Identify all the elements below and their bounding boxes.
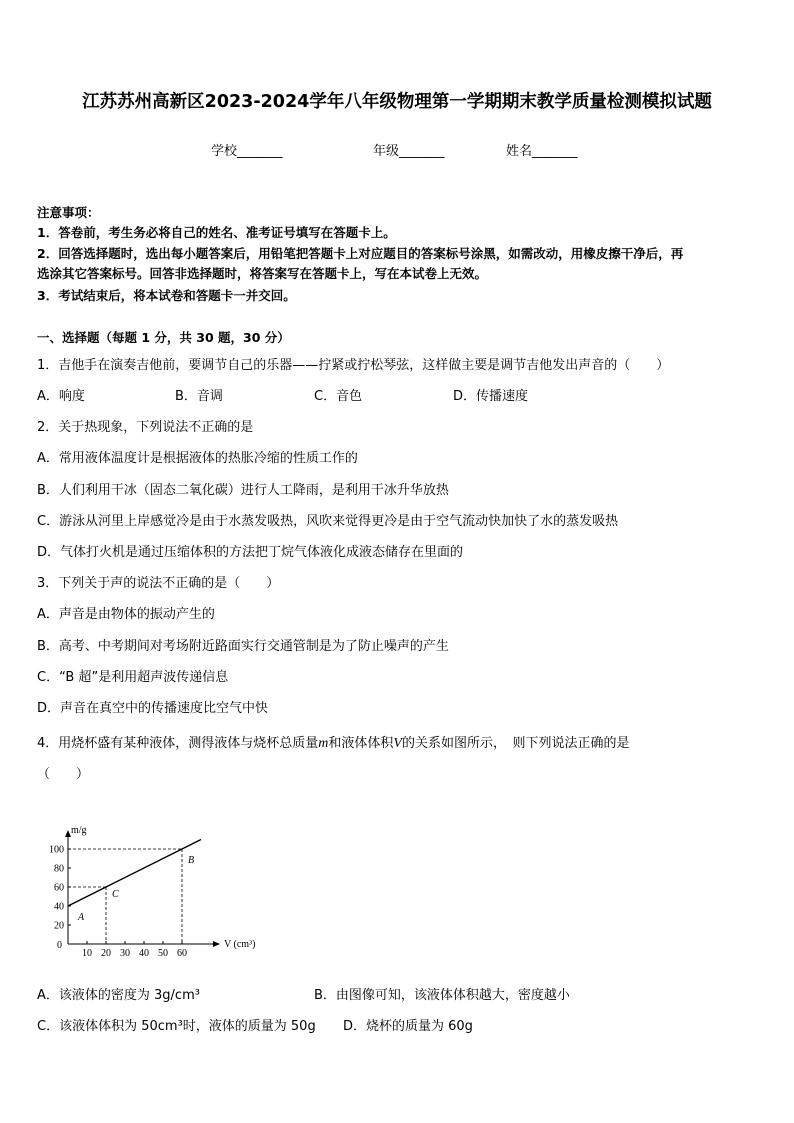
option-d: D．气体打火机是通过压缩体积的方法把丁烷气体液化成液态储存在里面的 [37, 545, 464, 560]
x-tick-label: 10 [82, 948, 92, 959]
x-tick-label: 20 [101, 948, 111, 959]
option-c: C．游泳从河里上岸感觉冷是由于水蒸发吸热，风吹来觉得更冷是由于空气流动快加快了水的蒸发吸热 [37, 514, 619, 529]
x-tick-label: 60 [177, 948, 187, 959]
grade-field: 年级_______ [373, 144, 445, 159]
option-b: B．高考、中考期间对考场附近路面实行交通管制是为了防止噪声的产生 [37, 639, 449, 654]
notice-heading: 注意事项： [37, 205, 100, 220]
option-d: D．烧杯的质量为 60g [343, 1019, 473, 1034]
question-4-stem [37, 732, 630, 752]
notice-item: 2．回答选择题时，选出每小题答案后，用铅笔把答题卡上对应题目的答案标号涂黑，如需改动，用橡皮擦干净后，再 [37, 246, 684, 261]
option-d: D．声音在真空中的传播速度比空气中快 [37, 701, 269, 716]
point-label-b: B [188, 855, 195, 866]
section-heading: 一、选择题（每题 1 分，共 30 题，30 分） [37, 330, 290, 345]
option-a: A．常用液体温度计是根据液体的热胀冷缩的性质工作的 [37, 451, 358, 466]
y-tick-label: 20 [54, 920, 64, 932]
y-tick-label: 60 [54, 882, 64, 894]
mass-volume-graph [38, 803, 278, 959]
y-axis-label: m/g [71, 825, 87, 836]
option-a: A．该液体的密度为 3g/cm³ [37, 988, 200, 1003]
y-tick-label: 80 [54, 863, 64, 875]
x-axis-arrow [213, 941, 220, 947]
option-d: D．传播速度 [453, 389, 529, 404]
option-b: B．由图像可知，该液体体积越大，密度越小 [314, 988, 570, 1003]
x-axis-label: V (cm³) [224, 939, 256, 950]
x-tick-label: 40 [139, 948, 149, 959]
option-a: A．声音是由物体的振动产生的 [37, 607, 215, 622]
origin-label: 0 [57, 940, 62, 951]
stem-part: 4．用烧杯盛有某种液体，测得液体与烧杯总质量 [37, 736, 319, 751]
stem-part: 和液体体积 [328, 736, 394, 751]
notice-item: 选涂其它答案标号。回答非选择题时，将答案写在答题卡上，写在本试卷上无效。 [37, 266, 488, 281]
question-2-stem: 2．关于热现象，下列说法不正确的是 [37, 420, 254, 435]
name-field: 姓名_______ [506, 144, 578, 159]
page-title: 江苏苏州高新区2023-2024学年八年级物理第一学期期末教学质量检测模拟试题 [82, 92, 712, 112]
mass-variable: m [318, 736, 329, 751]
school-field: 学校_______ [211, 144, 283, 159]
x-tick-label: 30 [120, 948, 130, 959]
answer-paren: （ ） [37, 767, 90, 782]
option-c: C．音色 [314, 389, 363, 404]
question-1-stem: 1．吉他手在演奏吉他前，要调节自己的乐器——拧紧或拧松琴弦，这样做主要是调节吉他发出声音的（ ） [37, 358, 670, 373]
option-b: B．人们利用干冰（固态二氧化碳）进行人工降雨，是利用干冰升华放热 [37, 483, 449, 498]
option-b: B．音调 [175, 389, 223, 404]
question-3-stem: 3．下列关于声的说法不正确的是（ ） [37, 576, 280, 591]
y-tick-label: 40 [54, 901, 64, 913]
stem-part: 的关系如图所示， 则下列说法正确的是 [401, 736, 630, 751]
notice-item: 3．考试结束后，将本试卷和答题卡一并交回。 [37, 288, 296, 303]
notice-item: 1．答卷前，考生务必将自己的姓名、准考证号填写在答题卡上。 [37, 225, 396, 240]
point-label-c: C [112, 889, 119, 900]
y-tick-label: 100 [49, 844, 64, 856]
option-c: C．“B 超”是利用超声波传递信息 [37, 670, 229, 685]
data-line [68, 840, 201, 907]
volume-variable: V [393, 736, 402, 751]
option-a: A．响度 [37, 389, 85, 404]
point-label-a: A [78, 912, 85, 923]
option-c: C．该液体体积为 50cm³时，液体的质量为 50g [37, 1019, 316, 1034]
x-tick-label: 50 [158, 948, 168, 959]
